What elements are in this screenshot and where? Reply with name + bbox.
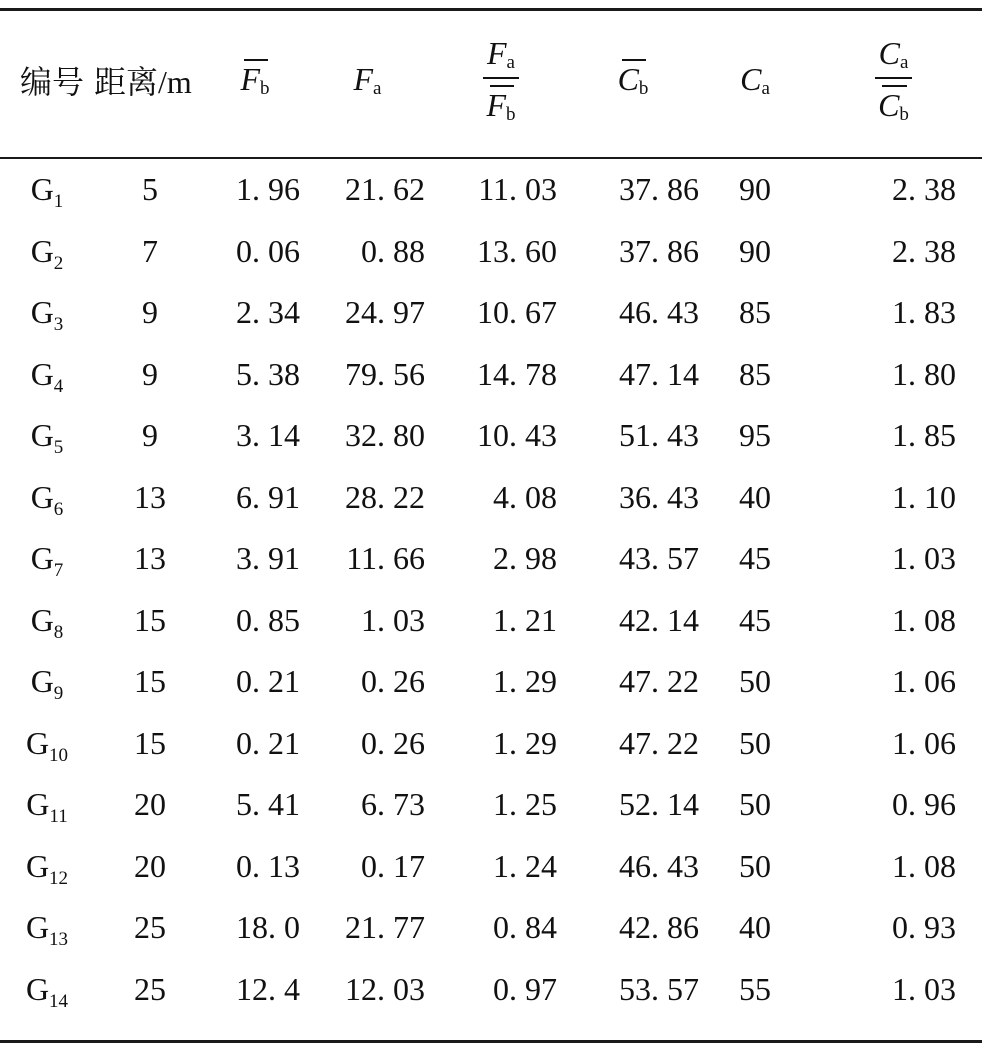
cell-fratio: 10. 67 <box>477 294 557 331</box>
cell-fratio: 2. 98 <box>493 540 557 577</box>
cell-cb: 51. 43 <box>619 417 699 454</box>
table-body <box>0 159 956 1020</box>
header-c-ratio <box>811 0 956 159</box>
cell-ca: 95 <box>739 417 771 454</box>
cell-cb: 52. 14 <box>619 786 699 823</box>
cell-cratio: 0. 93 <box>892 909 956 946</box>
cb-mean-symbol: $C_b$ <box>617 61 649 99</box>
table-row <box>0 344 956 406</box>
cell-ca: 45 <box>739 540 771 577</box>
cell-distance: 15 <box>134 663 166 700</box>
cell-id: $G_{14}$ <box>25 970 69 1012</box>
header-row <box>0 0 956 159</box>
cell-fb: 1. 96 <box>236 171 300 208</box>
cell-ca: 50 <box>739 786 771 823</box>
cell-fb: 6. 91 <box>236 478 300 515</box>
header-fb-mean <box>210 0 300 159</box>
cell-cratio: 1. 10 <box>892 478 956 515</box>
table-row <box>0 959 956 1021</box>
table-row <box>0 897 956 959</box>
cell-id: $G_{11}$ <box>26 786 68 828</box>
cell-fratio: 10. 43 <box>477 417 557 454</box>
cell-fa: 0. 88 <box>361 232 425 269</box>
cell-fratio: 1. 24 <box>493 847 557 884</box>
cell-id: $G_{12}$ <box>25 847 69 889</box>
cell-ca: 40 <box>739 909 771 946</box>
cell-distance: 7 <box>142 232 158 269</box>
cell-fa: 32. 80 <box>345 417 425 454</box>
cell-fa: 28. 22 <box>345 478 425 515</box>
cell-fb: 0. 06 <box>236 232 300 269</box>
cell-id: $G_8$ <box>30 601 64 643</box>
cell-fratio: 11. 03 <box>478 171 557 208</box>
cell-distance: 20 <box>134 786 166 823</box>
cell-fa: 0. 26 <box>361 724 425 761</box>
cell-fratio: 1. 21 <box>493 601 557 638</box>
cell-fratio: 1. 25 <box>493 786 557 823</box>
cell-distance: 25 <box>134 970 166 1007</box>
table-row <box>0 590 956 652</box>
cell-id: $G_2$ <box>30 232 64 274</box>
cell-fa: 6. 73 <box>361 786 425 823</box>
cell-fb: 0. 21 <box>236 663 300 700</box>
cell-cratio: 1. 08 <box>892 847 956 884</box>
cell-fb: 2. 34 <box>236 294 300 331</box>
cell-cratio: 1. 85 <box>892 417 956 454</box>
cell-distance: 13 <box>134 478 166 515</box>
cell-fa: 0. 26 <box>361 663 425 700</box>
cell-cratio: 2. 38 <box>892 232 956 269</box>
cell-fratio: 1. 29 <box>493 663 557 700</box>
cell-id: $G_4$ <box>30 355 64 397</box>
cell-fratio: 4. 08 <box>493 478 557 515</box>
cell-id: $G_5$ <box>30 417 64 459</box>
header-distance: 距离/m <box>94 63 192 100</box>
cell-cratio: 1. 06 <box>892 663 956 700</box>
cell-id: $G_{13}$ <box>25 909 69 951</box>
cell-cb: 47. 14 <box>619 355 699 392</box>
table-row <box>0 405 956 467</box>
cell-fa: 1. 03 <box>361 601 425 638</box>
cell-cb: 42. 14 <box>619 601 699 638</box>
cell-fb: 0. 85 <box>236 601 300 638</box>
cell-cb: 46. 43 <box>619 847 699 884</box>
cell-fb: 5. 41 <box>236 786 300 823</box>
cell-id: $G_6$ <box>30 478 64 520</box>
cell-cratio: 2. 38 <box>892 171 956 208</box>
cell-id: $G_{10}$ <box>25 724 69 766</box>
cell-ca: 90 <box>739 171 771 208</box>
cell-fa: 12. 03 <box>345 970 425 1007</box>
cell-fa: 21. 62 <box>345 171 425 208</box>
cell-id: $G_3$ <box>30 294 64 336</box>
cell-fa: 79. 56 <box>345 355 425 392</box>
cell-fb: 5. 38 <box>236 355 300 392</box>
header-cb-mean <box>567 0 699 159</box>
table-row <box>0 221 956 283</box>
table-row <box>0 528 956 590</box>
table-row <box>0 836 956 898</box>
cell-id: $G_7$ <box>30 540 64 582</box>
cell-fratio: 13. 60 <box>477 232 557 269</box>
fb-mean-symbol: $F_b$ <box>240 61 270 99</box>
cell-cb: 42. 86 <box>619 909 699 946</box>
cell-cratio: 1. 08 <box>892 601 956 638</box>
cell-cratio: 0. 96 <box>892 786 956 823</box>
f-ratio-fraction: $\frac{F_a}{F_b}$ <box>483 35 519 124</box>
cell-id: $G_9$ <box>30 663 64 705</box>
cell-cratio: 1. 06 <box>892 724 956 761</box>
cell-fratio: 14. 78 <box>477 355 557 392</box>
cell-fb: 12. 4 <box>236 970 300 1007</box>
cell-cb: 43. 57 <box>619 540 699 577</box>
cell-distance: 15 <box>134 724 166 761</box>
cell-fb: 0. 21 <box>236 724 300 761</box>
header-ca: $C_a$ <box>740 61 770 99</box>
table-row <box>0 467 956 529</box>
cell-ca: 85 <box>739 294 771 331</box>
cell-ca: 85 <box>739 355 771 392</box>
cell-ca: 50 <box>739 663 771 700</box>
cell-fratio: 0. 84 <box>493 909 557 946</box>
table-row <box>0 713 956 775</box>
cell-ca: 50 <box>739 847 771 884</box>
cell-fb: 3. 91 <box>236 540 300 577</box>
c-ratio-fraction: $\frac{C_a}{C_b}$ <box>875 35 913 124</box>
cell-fb: 0. 13 <box>236 847 300 884</box>
cell-cb: 37. 86 <box>619 232 699 269</box>
cell-cb: 36. 43 <box>619 478 699 515</box>
header-f-ratio <box>435 0 567 159</box>
cell-ca: 45 <box>739 601 771 638</box>
cell-cratio: 1. 03 <box>892 540 956 577</box>
cell-distance: 25 <box>134 909 166 946</box>
cell-fratio: 1. 29 <box>493 724 557 761</box>
cell-cb: 37. 86 <box>619 171 699 208</box>
cell-cb: 46. 43 <box>619 294 699 331</box>
cell-ca: 55 <box>739 970 771 1007</box>
cell-fratio: 0. 97 <box>493 970 557 1007</box>
header-id: 编号 <box>20 63 85 100</box>
cell-distance: 20 <box>134 847 166 884</box>
cell-distance: 13 <box>134 540 166 577</box>
table-row <box>0 651 956 713</box>
table-row <box>0 774 956 836</box>
cell-distance: 9 <box>142 294 158 331</box>
cell-cratio: 1. 83 <box>892 294 956 331</box>
cell-distance: 5 <box>142 171 158 208</box>
cell-cb: 47. 22 <box>619 724 699 761</box>
cell-fa: 24. 97 <box>345 294 425 331</box>
cell-fb: 3. 14 <box>236 417 300 454</box>
cell-distance: 9 <box>142 355 158 392</box>
cell-cratio: 1. 03 <box>892 970 956 1007</box>
header-fa: $F_a$ <box>353 61 382 99</box>
cell-cb: 47. 22 <box>619 663 699 700</box>
cell-cratio: 1. 80 <box>892 355 956 392</box>
cell-fa: 21. 77 <box>345 909 425 946</box>
table-row <box>0 282 956 344</box>
cell-distance: 9 <box>142 417 158 454</box>
cell-ca: 50 <box>739 724 771 761</box>
cell-id: $G_1$ <box>30 171 64 213</box>
cell-ca: 40 <box>739 478 771 515</box>
cell-fb: 18. 0 <box>236 909 300 946</box>
cell-distance: 15 <box>134 601 166 638</box>
table-row <box>0 159 956 221</box>
cell-ca: 90 <box>739 232 771 269</box>
cell-fa: 11. 66 <box>346 540 425 577</box>
cell-fa: 0. 17 <box>361 847 425 884</box>
table-bottom-rule <box>0 1040 982 1043</box>
cell-cb: 53. 57 <box>619 970 699 1007</box>
